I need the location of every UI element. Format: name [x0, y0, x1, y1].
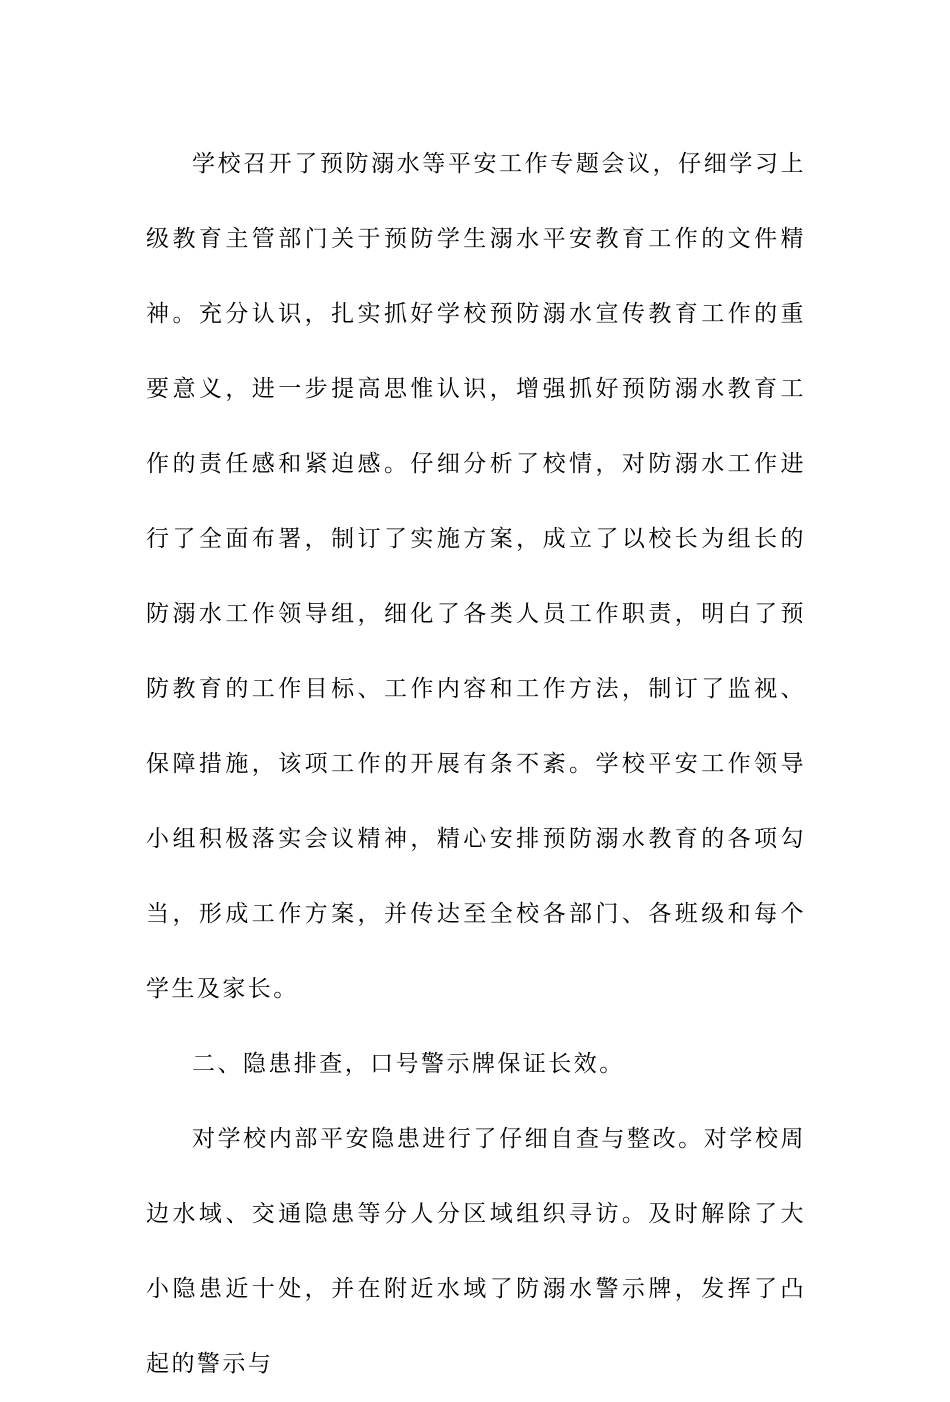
document-body — [146, 127, 806, 1402]
paragraph-safety-meeting: 学校召开了预防溺水等平安工作专题会议，仔细学习上级教育主管部门关于预防学生溺水平安教育工作的文件精神。充分认识，扎实抓好学校预防溺水宣传教育工作的重要意义，进一步提高思惟认识，增强抓好预防溺水教育工作的责任感和紧迫感。仔细分析了校情，对防溺水工作进行了全面布署，制订了实施方案，成立了以校长为组长的防溺水工作领导组，细化了各类人员工作职责，明白了预防教育的工作目标、工作内容和工作方法，制订了监视、保障措施，该项工作的开展有条不紊。学校平安工作领导小组积极落实会议精神，精心安排预防溺水教育的各项勾当，形成工作方案，并传达至全校各部门、各班级和每个学生及家长。 — [146, 151, 806, 1002]
section-heading-hazard-inspection: 二、隐患排查，口号警示牌保证长效。 — [192, 1051, 625, 1077]
paragraph-hazard-inspection: 对学校内部平安隐患进行了仔细自查与整改。对学校周边水域、交通隐患等分人分区域组织寻访。及时解除了大小隐患近十处，并在附近水域了防溺水警示牌，发挥了凸起的警示与 — [146, 1126, 806, 1377]
